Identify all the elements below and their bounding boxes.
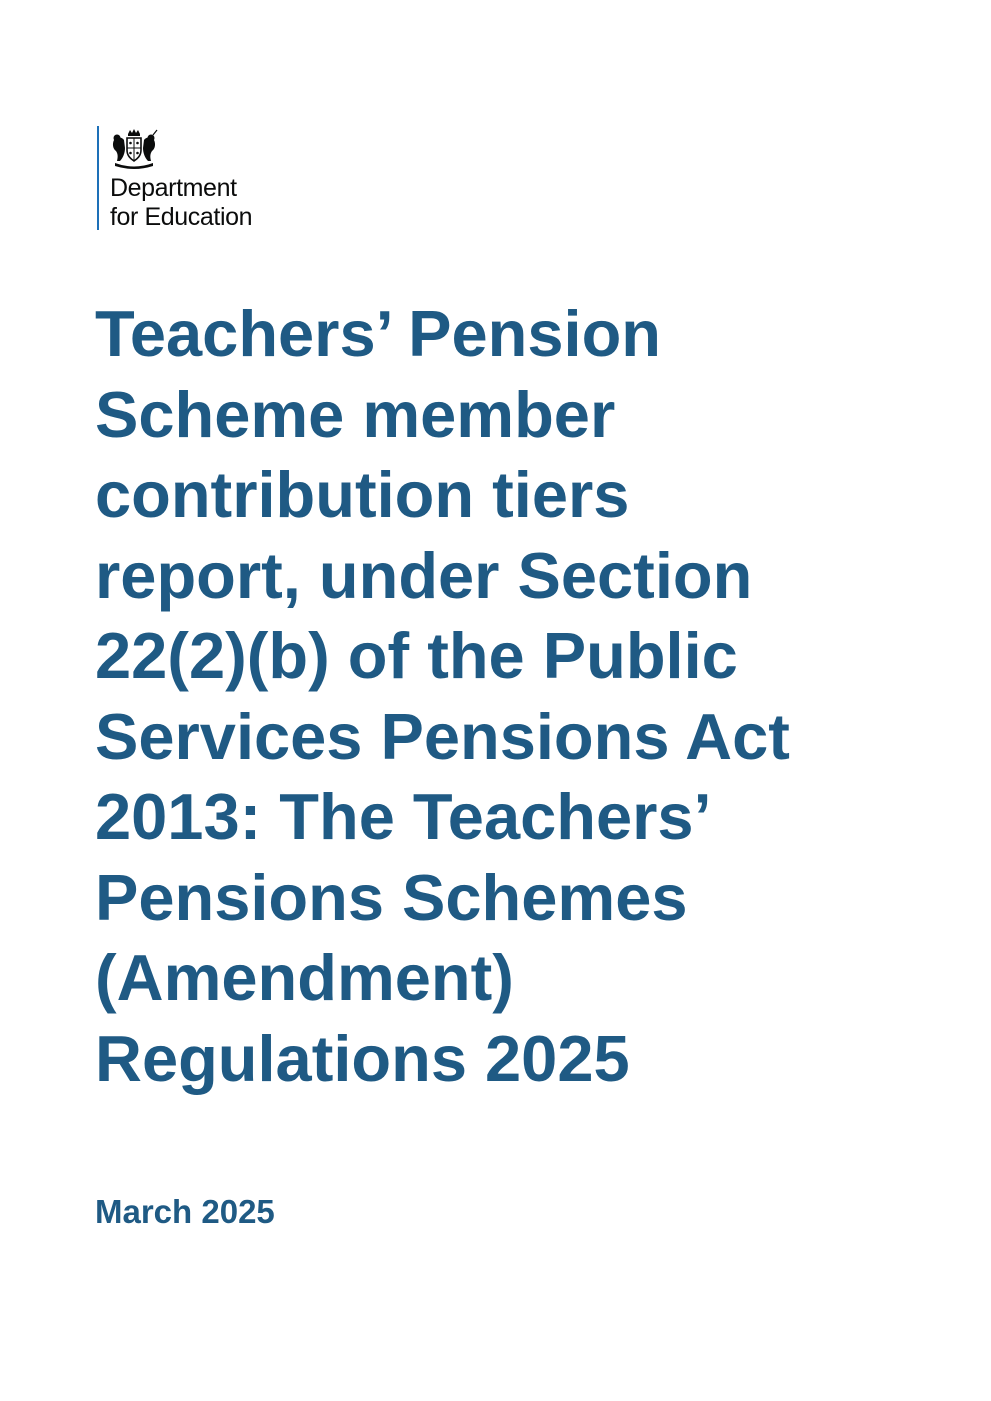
department-logo xyxy=(97,126,297,230)
logo-divider xyxy=(97,126,99,230)
title-line: Scheme member xyxy=(95,377,616,451)
title-line: contribution tiers xyxy=(95,458,630,531)
title-line: report, under Section xyxy=(95,538,753,612)
title-line: Regulations 2025 xyxy=(95,1021,630,1095)
title-line: (Amendment) xyxy=(95,941,514,1014)
department-name-line-1: Department xyxy=(110,174,237,202)
title-line: 2013: The Teachers’ xyxy=(95,780,712,853)
title-line: Teachers’ Pension xyxy=(95,297,661,370)
document-title xyxy=(95,294,915,1099)
title-line: 22(2)(b) of the Public xyxy=(95,619,738,692)
title-line: Pensions Schemes xyxy=(95,860,688,934)
publication-date: March 2025 xyxy=(95,1193,275,1230)
royal-coat-of-arms-icon xyxy=(109,128,159,170)
department-name-line-2: for Education xyxy=(110,203,253,231)
title-line: Services Pensions Act xyxy=(95,699,790,773)
